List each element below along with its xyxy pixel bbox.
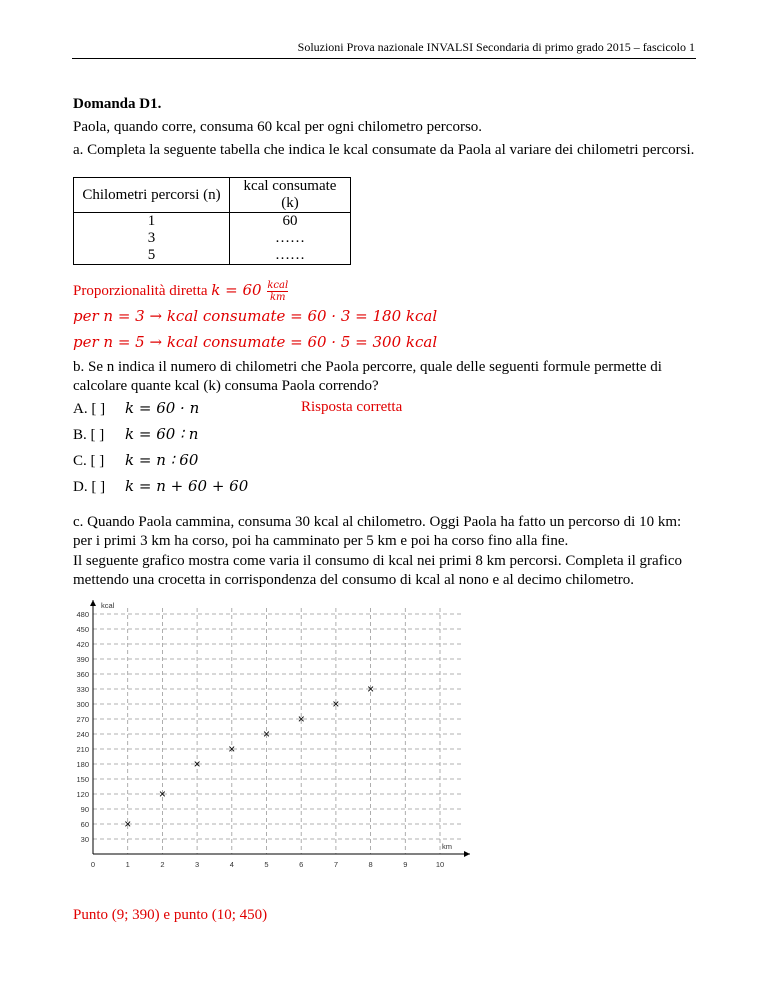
data-point-marker: × bbox=[297, 712, 305, 726]
unit-fraction: kcal km bbox=[267, 280, 289, 303]
y-tick-label: 210 bbox=[76, 745, 89, 754]
solution-a-line1: Proporzionalità diretta k = 60 kcal km bbox=[73, 280, 289, 303]
y-tick-label: 240 bbox=[76, 730, 89, 739]
table-cell: 3 bbox=[74, 230, 230, 247]
y-tick-label: 420 bbox=[76, 640, 89, 649]
table-row bbox=[74, 213, 351, 231]
y-tick-label: 60 bbox=[80, 820, 89, 829]
part-c-text-2: Il seguente grafico mostra come varia il consumo di kcal nei primi 8 km percorsi. Completa il grafico mettendo una crocetta in corrispondenza del consumo di kcal al nono e al decimo chilometro. bbox=[73, 553, 682, 588]
x-tick-label: 8 bbox=[368, 860, 373, 869]
option-a[interactable]: A. [ ] k = 60 · n bbox=[73, 399, 200, 417]
x-tick-label: 2 bbox=[160, 860, 165, 869]
y-tick-label: 480 bbox=[76, 610, 89, 619]
y-tick-label: 180 bbox=[76, 760, 89, 769]
table-cell: …… bbox=[230, 230, 351, 247]
table-row bbox=[74, 230, 351, 247]
question-intro: Paola, quando corre, consuma 60 kcal per ogni chilometro percorso. bbox=[73, 119, 483, 135]
solution-a-line3: per n = 5 → kcal consumate = 60 · 5 = 300 kcal bbox=[73, 333, 438, 351]
y-tick-label: 30 bbox=[80, 835, 89, 844]
y-tick-label: 120 bbox=[76, 790, 89, 799]
answer-c: Punto (9; 390) e punto (10; 450) bbox=[73, 907, 268, 923]
y-tick-label: 270 bbox=[76, 715, 89, 724]
y-axis-arrow bbox=[90, 600, 96, 606]
solution-a-line2: per n = 3 → kcal consumate = 60 · 3 = 180 kcal bbox=[73, 307, 438, 325]
x-tick-label: 3 bbox=[195, 860, 200, 869]
y-tick-label: 330 bbox=[76, 685, 89, 694]
data-point-marker: × bbox=[332, 697, 340, 711]
y-tick-label: 90 bbox=[80, 805, 89, 814]
table-header-kcal: kcal consumate (k) bbox=[230, 178, 351, 213]
correct-answer-note: Risposta corretta bbox=[301, 399, 403, 415]
table-cell: 1 bbox=[74, 213, 230, 231]
x-tick-label: 4 bbox=[229, 860, 234, 869]
y-tick-label: 390 bbox=[76, 655, 89, 664]
part-c-text-1: c. Quando Paola cammina, consuma 30 kcal al chilometro. Oggi Paola ha fatto un percorso di 10 km: per i primi 3 km ha corso, poi ha camminato per 5 km e poi ha corso fino alla fine. bbox=[73, 514, 682, 549]
y-tick-label: 300 bbox=[76, 700, 89, 709]
y-axis-label: kcal bbox=[101, 601, 115, 610]
page-header: Soluzioni Prova nazionale INVALSI Secondaria di primo grado 2015 – fascicolo 1 bbox=[297, 40, 695, 54]
data-point-marker: × bbox=[367, 682, 375, 696]
option-b[interactable]: B. [ ] k = 60 ∶ n bbox=[73, 425, 199, 443]
data-point-marker: × bbox=[124, 817, 132, 831]
table-cell: …… bbox=[230, 247, 351, 265]
question-title: Domanda D1. bbox=[73, 96, 162, 112]
x-axis-label: km bbox=[442, 842, 452, 851]
data-point-marker: × bbox=[262, 727, 271, 741]
table-cell: 5 bbox=[74, 247, 230, 265]
x-tick-label: 0 bbox=[90, 860, 96, 869]
y-tick-label: 450 bbox=[76, 625, 89, 634]
x-tick-label: 6 bbox=[299, 860, 304, 869]
part-b-text: b. Se n indica il numero di chilometri che Paola percorre, quale delle seguenti formule permette di calcolare quante kcal (k) consuma Paola correndo? bbox=[73, 359, 662, 394]
data-point-marker: × bbox=[228, 742, 236, 756]
data-point-marker: × bbox=[193, 757, 201, 771]
y-tick-label: 360 bbox=[76, 670, 89, 679]
option-c[interactable]: C. [ ] k = n ∶ 60 bbox=[73, 451, 199, 469]
table-header-km: Chilometri percorsi (n) bbox=[74, 178, 230, 213]
header-divider bbox=[72, 58, 696, 59]
kcal-table bbox=[73, 177, 351, 265]
y-tick-label: 150 bbox=[76, 775, 89, 784]
kcal-km-chart bbox=[50, 593, 480, 878]
option-d[interactable]: D. [ ] k = n + 60 + 60 bbox=[73, 477, 249, 495]
x-tick-label: 7 bbox=[333, 860, 338, 869]
part-a-text: a. Completa la seguente tabella che indica le kcal consumate da Paola al variare dei chilometri percorsi. bbox=[73, 142, 695, 158]
data-point-marker: × bbox=[158, 787, 166, 801]
x-axis-arrow bbox=[464, 851, 470, 857]
table-row bbox=[74, 247, 351, 265]
x-tick-label: 9 bbox=[403, 860, 408, 869]
x-tick-label: 5 bbox=[264, 860, 269, 869]
x-tick-label: 10 bbox=[435, 860, 445, 869]
x-tick-label: 1 bbox=[125, 860, 130, 869]
table-cell: 60 bbox=[230, 213, 351, 231]
